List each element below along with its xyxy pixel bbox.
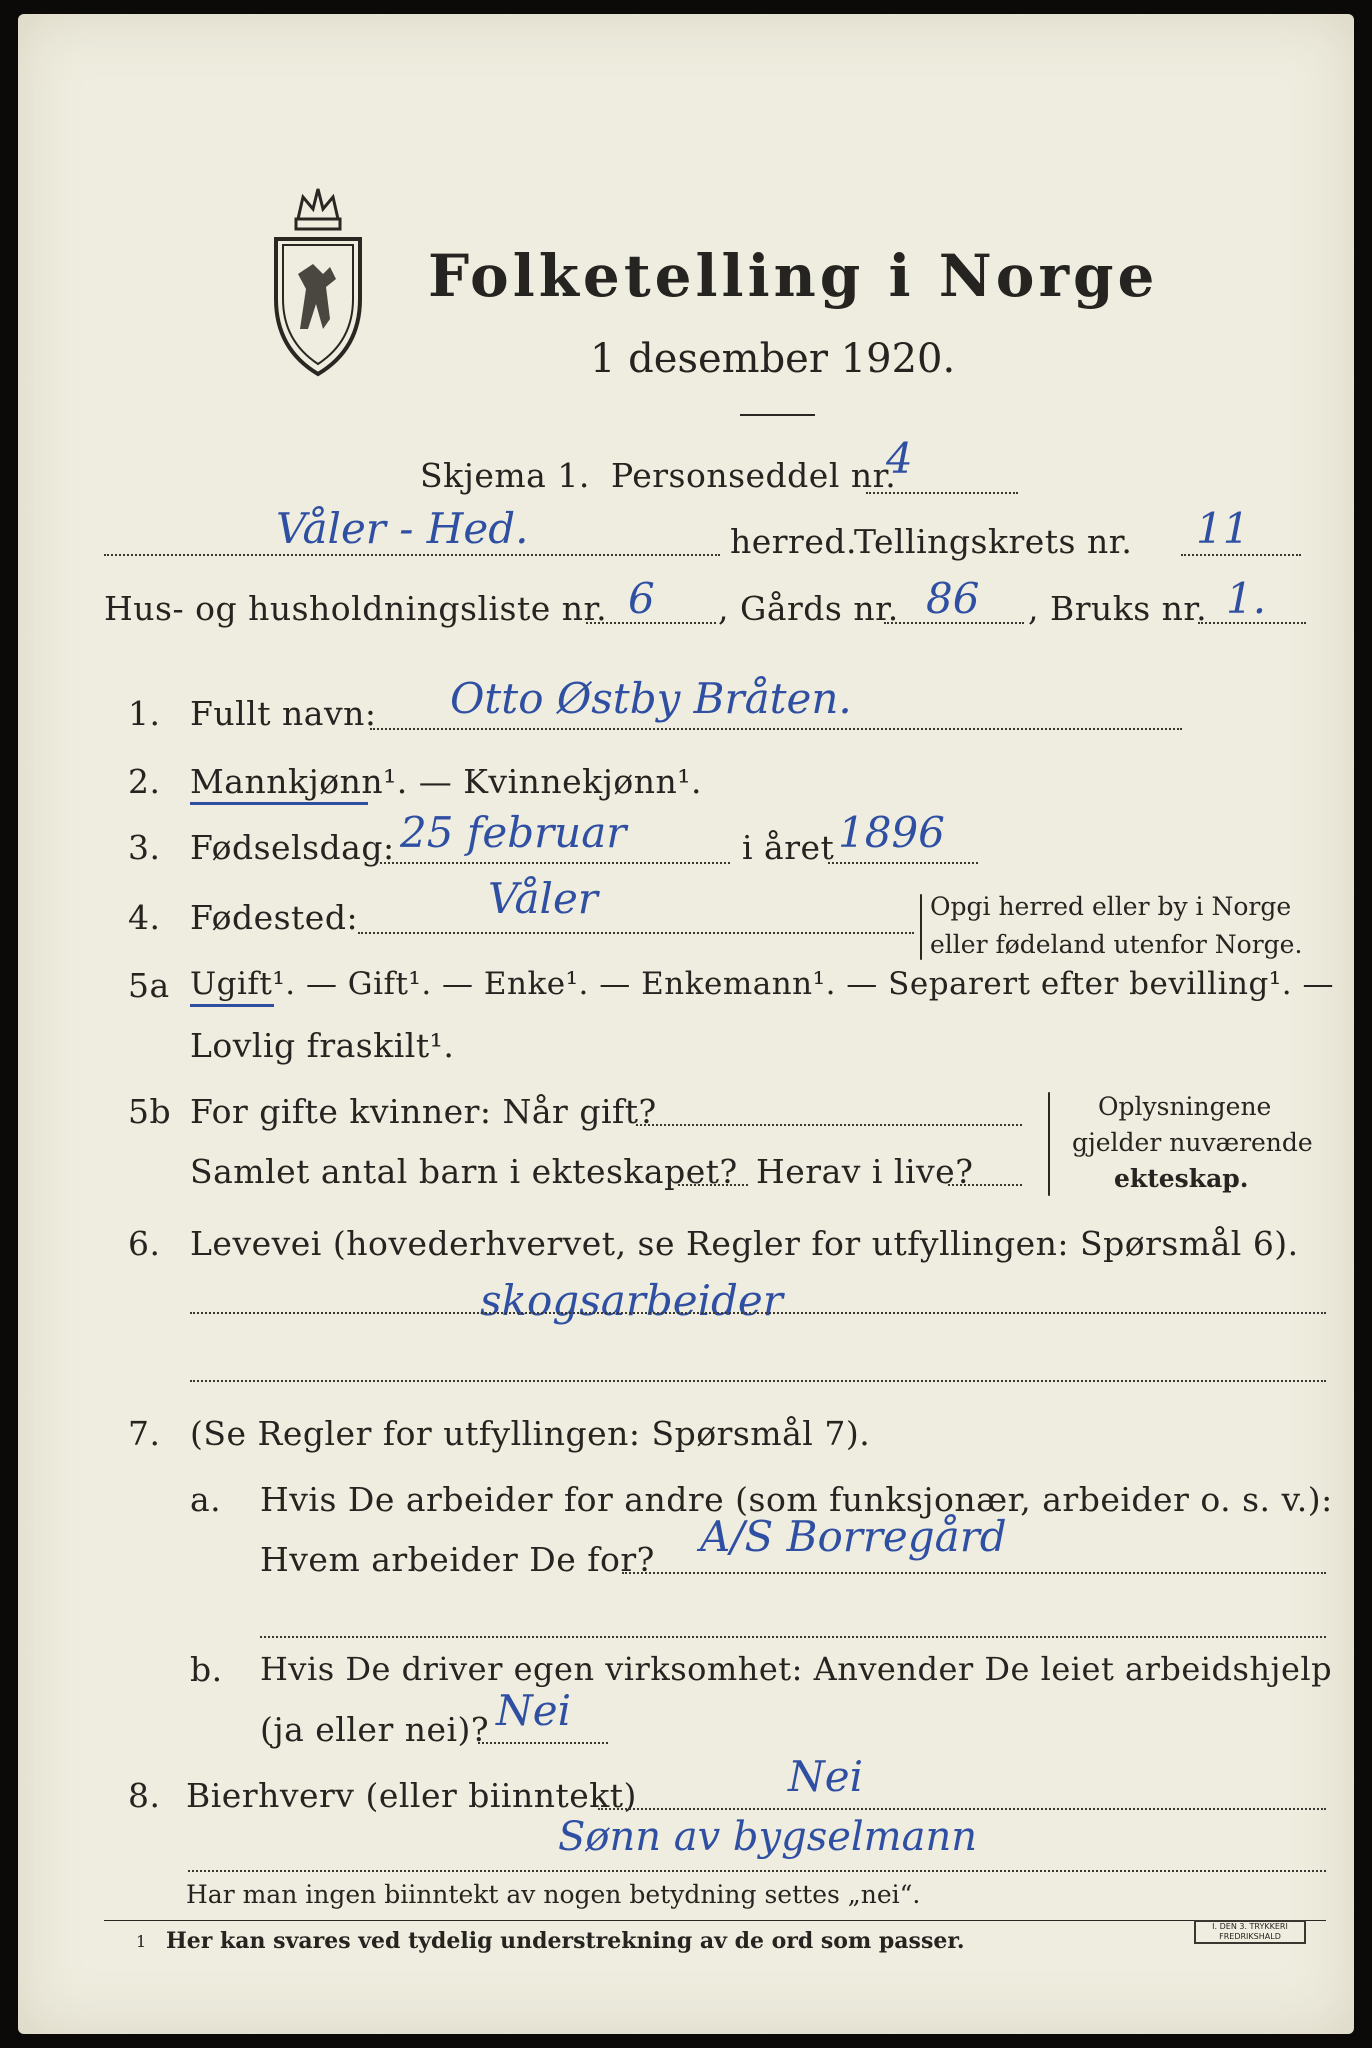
q8-number: 8. bbox=[128, 1776, 161, 1815]
bruks-label: , Bruks nr. bbox=[1028, 589, 1208, 628]
q7-label: (Se Regler for utfyllingen: Spørsmål 7). bbox=[190, 1414, 871, 1453]
q6-value: skogsarbeider bbox=[480, 1276, 783, 1325]
q5b-line2a: Samlet antal barn i ekteskapet? bbox=[190, 1152, 738, 1191]
herred-label: herred. bbox=[730, 522, 857, 561]
q3-year-line bbox=[828, 862, 978, 864]
q5b-note3: ekteskap. bbox=[1114, 1164, 1249, 1193]
q4-note-line2: eller fødeland utenfor Norge. bbox=[930, 930, 1303, 959]
hus-label: Hus- og husholdningsliste nr. bbox=[104, 589, 608, 628]
q7a-line2: Hvem arbeider De for? bbox=[260, 1540, 655, 1579]
q8-label: Bierhverv (eller biinntekt) bbox=[186, 1776, 637, 1815]
form-date: 1 desember 1920. bbox=[590, 336, 956, 382]
census-form bbox=[18, 14, 1354, 2034]
q4-line bbox=[358, 932, 914, 934]
q3-number: 3. bbox=[128, 828, 161, 867]
footnote-mark: 1 bbox=[136, 1932, 147, 1951]
gards-label: , Gårds nr. bbox=[718, 589, 899, 628]
q8-note: Har man ingen biinntekt av nogen betydning settes „nei“. bbox=[186, 1880, 921, 1909]
q7a-line bbox=[622, 1572, 1326, 1574]
gards-value: 86 bbox=[926, 574, 980, 623]
form-title: Folketelling i Norge bbox=[428, 242, 1159, 310]
q7b-value: Nei bbox=[496, 1686, 572, 1735]
q8-line1 bbox=[598, 1808, 1326, 1810]
herred-line bbox=[104, 554, 720, 556]
q7b-letter: b. bbox=[190, 1650, 223, 1689]
herred-value: Våler - Hed. bbox=[276, 504, 529, 553]
q2-underline-mannkjonn bbox=[190, 802, 368, 805]
q2-number: 2. bbox=[128, 762, 161, 801]
q5b-note1: Oplysningene bbox=[1098, 1092, 1272, 1121]
q1-line bbox=[370, 728, 1182, 730]
q3-year-label: i året bbox=[742, 828, 835, 867]
q7a-line1: Hvis De arbeider for andre (som funksjonær, arbeider o. s. v.): bbox=[260, 1480, 1333, 1519]
q1-label: Fullt navn: bbox=[190, 694, 377, 733]
q8-value2: Sønn av bygselmann bbox=[558, 1814, 977, 1860]
q5b-number: 5b bbox=[128, 1092, 172, 1131]
q7b-line bbox=[478, 1742, 608, 1744]
printer-stamp bbox=[1194, 1920, 1306, 1944]
q7a-letter: a. bbox=[190, 1480, 222, 1519]
personseddel-line bbox=[866, 492, 1018, 494]
tellingskrets-label: Tellingskrets nr. bbox=[854, 522, 1133, 561]
q3-year-value: 1896 bbox=[838, 808, 945, 857]
q5b-barn-line bbox=[678, 1184, 748, 1186]
stamp-line2: FREDRIKSHALD bbox=[1219, 1932, 1281, 1941]
tellingskrets-value: 11 bbox=[1196, 504, 1250, 553]
q5b-note2: gjelder nuværende bbox=[1072, 1128, 1313, 1157]
q5b-line2b: Herav i live? bbox=[756, 1152, 974, 1191]
q7a-line-extra bbox=[260, 1636, 1326, 1638]
q4-value: Våler bbox=[488, 874, 598, 923]
q4-number: 4. bbox=[128, 898, 161, 937]
q8-line2 bbox=[188, 1870, 1326, 1872]
q5b-line1: For gifte kvinner: Når gift? bbox=[190, 1092, 657, 1131]
title-divider bbox=[740, 414, 815, 416]
q5a-number: 5a bbox=[128, 966, 170, 1005]
q3-day-value: 25 februar bbox=[400, 808, 627, 857]
q4-note-line1: Opgi herred eller by i Norge bbox=[930, 892, 1292, 921]
hus-value: 6 bbox=[628, 574, 655, 623]
q5a-line2: Lovlig fraskilt¹. bbox=[190, 1026, 455, 1065]
q6-number: 6. bbox=[128, 1224, 161, 1263]
q7-number: 7. bbox=[128, 1414, 161, 1453]
stamp-line1: I. DEN 3. TRYKKERI bbox=[1212, 1922, 1288, 1931]
bruks-value: 1. bbox=[1226, 574, 1267, 623]
q7a-value: A/S Borregård bbox=[700, 1512, 1007, 1561]
q5b-gift-line bbox=[636, 1124, 1022, 1126]
q5a-line1: Ugift¹. — Gift¹. — Enke¹. — Enkemann¹. — Separert efter bevilling¹. — bbox=[190, 966, 1334, 1002]
q3-label: Fødselsdag: bbox=[190, 828, 395, 867]
q6-line2 bbox=[190, 1380, 1326, 1382]
q4-brace bbox=[920, 894, 922, 960]
q5b-live-line bbox=[948, 1184, 1022, 1186]
q6-line1 bbox=[190, 1312, 1326, 1314]
q1-value: Otto Østby Bråten. bbox=[450, 674, 852, 723]
footnote-text: Her kan svares ved tydelig understrekning av de ord som passer. bbox=[166, 1928, 965, 1954]
q7b-line1: Hvis De driver egen virksomhet: Anvender De leiet arbeidshjelp bbox=[260, 1650, 1333, 1688]
personseddel-label: Personseddel nr. bbox=[611, 456, 897, 495]
q2-text: Mannkjønn¹. — Kvinnekjønn¹. bbox=[190, 762, 702, 801]
q4-label: Fødested: bbox=[190, 898, 359, 937]
q5b-brace bbox=[1048, 1092, 1050, 1196]
tellingskrets-line bbox=[1181, 554, 1301, 556]
norway-coat-of-arms-icon bbox=[268, 179, 368, 379]
q7b-line2: (ja eller nei)? bbox=[260, 1710, 490, 1749]
skjema-label: Skjema 1. bbox=[420, 456, 590, 495]
q3-day-line bbox=[380, 862, 730, 864]
q8-value1: Nei bbox=[788, 1752, 864, 1801]
q5a-underline-ugift bbox=[190, 1004, 274, 1007]
personseddel-value: 4 bbox=[886, 434, 913, 483]
q6-label: Levevei (hovederhvervet, se Regler for utfyllingen: Spørsmål 6). bbox=[190, 1224, 1299, 1263]
q1-number: 1. bbox=[128, 694, 161, 733]
footnote-rule bbox=[104, 1920, 1326, 1921]
